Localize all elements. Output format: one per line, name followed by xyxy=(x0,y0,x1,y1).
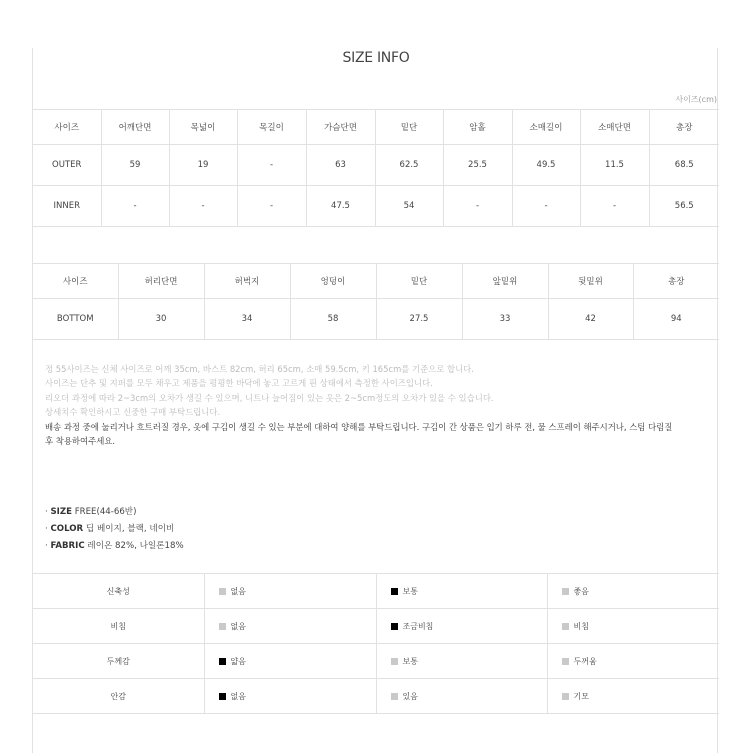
option-label: 없음 xyxy=(230,586,246,596)
spec-color: · COLOR 딥 베이지, 블랙, 네이비 xyxy=(45,524,175,534)
option-label: 두꺼움 xyxy=(573,656,597,666)
note-line: 리오더 과정에 따라 2~3cm의 오차가 생길 수 있으며, 니트나 늘어짐이 있는 옷은 2~5cm정도의 오차가 있을 수 있습니다. xyxy=(45,392,494,403)
selected-square-icon xyxy=(391,588,398,595)
feature-row xyxy=(33,609,719,644)
unit-label: 사이즈(cm) xyxy=(675,95,717,104)
table-cell: 56.5 xyxy=(649,186,719,227)
column-header: 총장 xyxy=(633,264,719,299)
table-row xyxy=(33,299,719,340)
selected-square-icon xyxy=(219,693,226,700)
option-label: 없음 xyxy=(230,621,246,631)
table-cell: 58 xyxy=(290,299,376,340)
column-header: 가슴단면 xyxy=(306,110,375,145)
column-header: 소매단면 xyxy=(580,110,649,145)
table-cell: - xyxy=(443,186,512,227)
table-cell: 47.5 xyxy=(306,186,375,227)
feature-option xyxy=(204,644,376,679)
column-header: 엉덩이 xyxy=(290,264,376,299)
unselected-square-icon xyxy=(562,693,569,700)
column-header: 앞밑위 xyxy=(462,264,548,299)
delivery-note-line: 후 착용하여주세요. xyxy=(45,436,116,447)
column-header: 목길이 xyxy=(237,110,306,145)
selected-square-icon xyxy=(219,658,226,665)
table-cell: 33 xyxy=(462,299,548,340)
feature-table xyxy=(33,573,719,714)
feature-label: 안감 xyxy=(33,679,204,714)
product-spec xyxy=(45,504,184,555)
table-cell: 54 xyxy=(375,186,443,227)
selected-square-icon xyxy=(391,623,398,630)
unselected-square-icon xyxy=(562,623,569,630)
table-cell: 30 xyxy=(118,299,204,340)
table-cell: 59 xyxy=(101,145,169,186)
column-header: 암홀 xyxy=(443,110,512,145)
column-header: 밑단 xyxy=(376,264,462,299)
option-label: 비침 xyxy=(573,621,589,631)
unselected-square-icon xyxy=(391,658,398,665)
spec-size: · SIZE FREE(44-66반) xyxy=(45,507,137,517)
unselected-square-icon xyxy=(219,623,226,630)
table-cell: 62.5 xyxy=(375,145,443,186)
feature-option xyxy=(547,644,719,679)
column-header: 목넓이 xyxy=(169,110,237,145)
unselected-square-icon xyxy=(562,588,569,595)
option-label: 없음 xyxy=(230,691,246,701)
feature-option xyxy=(204,679,376,714)
table-cell: 34 xyxy=(204,299,290,340)
option-label: 얇음 xyxy=(230,656,246,666)
table-row xyxy=(33,186,719,227)
header-row xyxy=(33,110,719,145)
feature-row xyxy=(33,644,719,679)
option-label: 보통 xyxy=(402,656,418,666)
feature-option xyxy=(547,609,719,644)
table-cell: 68.5 xyxy=(649,145,719,186)
unselected-square-icon xyxy=(562,658,569,665)
header-row xyxy=(33,264,719,299)
feature-label: 두께감 xyxy=(33,644,204,679)
option-label: 조금비침 xyxy=(402,621,434,631)
row-label: OUTER xyxy=(33,145,101,186)
feature-option xyxy=(376,644,547,679)
feature-label: 신축성 xyxy=(33,574,204,609)
table-cell: 94 xyxy=(633,299,719,340)
option-label: 보통 xyxy=(402,586,418,596)
column-header: 허리단면 xyxy=(118,264,204,299)
feature-option xyxy=(204,574,376,609)
feature-label: 비침 xyxy=(33,609,204,644)
feature-option xyxy=(376,679,547,714)
option-label: 기모 xyxy=(573,691,589,701)
table-row xyxy=(33,145,719,186)
table-cell: - xyxy=(237,145,306,186)
table-cell: 25.5 xyxy=(443,145,512,186)
row-label: INNER xyxy=(33,186,101,227)
table-cell: 19 xyxy=(169,145,237,186)
table-cell: - xyxy=(580,186,649,227)
column-header: 어깨단면 xyxy=(101,110,169,145)
unselected-square-icon xyxy=(219,588,226,595)
feature-option xyxy=(547,679,719,714)
table-cell: 11.5 xyxy=(580,145,649,186)
size-info-panel xyxy=(32,48,718,753)
note-line: 정 55사이즈는 신체 사이즈로 어깨 35cm, 바스트 82cm, 허리 65cm, 소매 59.5cm, 키 165cm를 기준으로 합니다. xyxy=(45,364,474,374)
feature-option xyxy=(376,574,547,609)
option-label: 좋음 xyxy=(573,586,589,596)
column-header: 뒷밑위 xyxy=(548,264,633,299)
column-header: 밑단 xyxy=(375,110,443,145)
table-cell: 27.5 xyxy=(376,299,462,340)
column-header: 총장 xyxy=(649,110,719,145)
note-line: 사이즈는 단추 및 지퍼를 모두 채우고 제품을 평평한 바닥에 놓고 고르게 핀 상태에서 측정한 사이즈입니다. xyxy=(45,378,433,389)
column-header: 소매길이 xyxy=(512,110,580,145)
row-label: BOTTOM xyxy=(33,299,118,340)
note-line: 상세치수 확인하시고 신중한 구매 부탁드립니다. xyxy=(45,407,221,418)
feature-option xyxy=(547,574,719,609)
feature-row xyxy=(33,679,719,714)
feature-option xyxy=(204,609,376,644)
delivery-note-line: 배송 과정 중에 눌리거나 흐트러질 경우, 옷에 구김이 생길 수 있는 부분에 대하여 양해를 부탁드립니다. 구김이 간 상품은 입기 하루 전, 물 스프레이 해주시거나, 스팀 다림질 xyxy=(45,421,673,432)
table-cell: - xyxy=(237,186,306,227)
size-notes xyxy=(45,362,715,448)
column-header: 사이즈 xyxy=(33,110,101,145)
table-cell: 63 xyxy=(306,145,375,186)
unselected-square-icon xyxy=(391,693,398,700)
table-cell: 49.5 xyxy=(512,145,580,186)
top-size-table xyxy=(33,109,719,227)
table-cell: - xyxy=(512,186,580,227)
table-cell: - xyxy=(169,186,237,227)
column-header: 허벅지 xyxy=(204,264,290,299)
bottom-size-table xyxy=(33,263,719,340)
feature-row xyxy=(33,574,719,609)
option-label: 있음 xyxy=(402,691,418,701)
table-cell: 42 xyxy=(548,299,633,340)
page-title: SIZE INFO xyxy=(342,50,410,66)
feature-option xyxy=(376,609,547,644)
table-cell: - xyxy=(101,186,169,227)
spec-fabric: · FABRIC 레이온 82%, 나일론18% xyxy=(45,541,184,551)
column-header: 사이즈 xyxy=(33,264,118,299)
